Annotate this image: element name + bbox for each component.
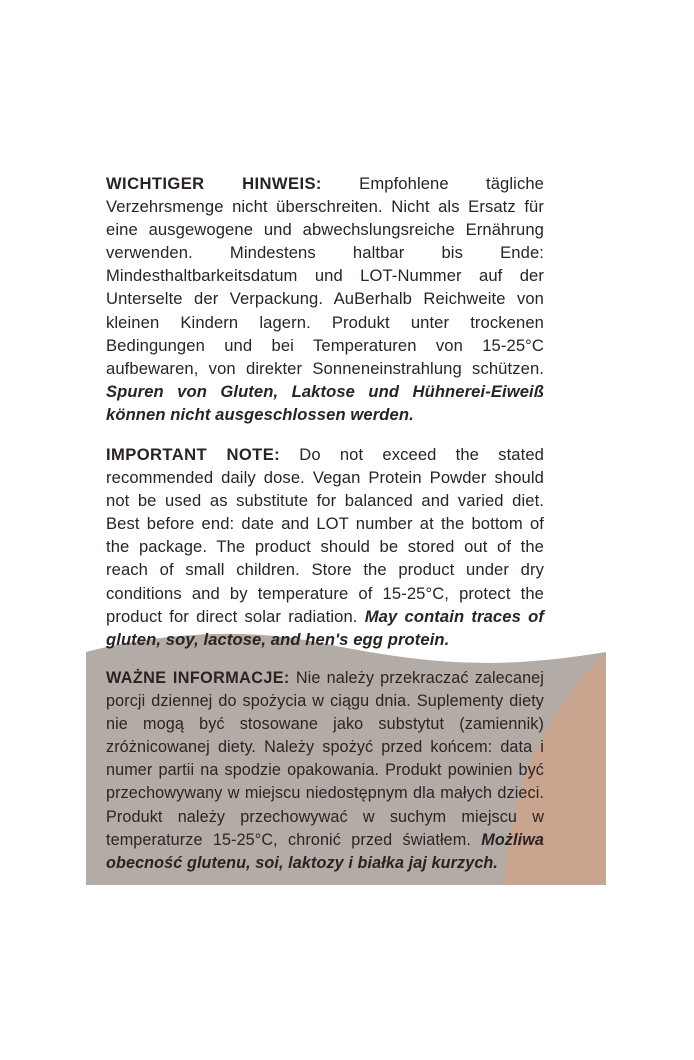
german-allergen-warning: Spuren von Gluten, Laktose und Hühnerei-Eiweiß können nicht ausgeschlossen werden. [106,381,544,424]
english-notice [106,443,544,651]
german-body: Empfohlene tägliche Verzehrsmenge nicht überschreiten. Nicht als Ersatz für eine ausgewogene und abwechslungsreiche Ernährung verwenden. Mindestens haltbar bis Ende: Mindesthaltbarkeitsdatum und LOT-Nummer auf der Unterselte der Verpackung. AuBerhalb Reichweite von kleinen Kindern lagern. Produkt unter trockenen Bedingungen und bei Temperaturen von 15-25°C aufbewaren, von direkter Sonneneinstrahlung schützen. [106,174,545,378]
english-heading: IMPORTANT NOTE: [106,445,281,464]
polish-body: Nie należy przekraczać zalecanej porcji dziennej do spożycia w ciągu dnia. Suplementy diety nie mogą być stosowane jako substytut (zamiennik) zróżnicowanej diety. Należy spożyć przed końcem: data i numer partii na spodzie opakowania. Produkt powinien być przechowywany w miejscu niedostępnym dla małych dzieci. Produkt należy przechowywać w suchym miejscu w temperaturze 15-25°C, chronić przed światłem. [106,669,544,849]
german-notice [106,172,544,426]
english-body: Do not exceed the stated recommended daily dose. Vegan Protein Powder should not be used as substitute for balanced and varied diet. Best before end: date and LOT number at the bottom of the package. The product should be stored out of the reach of small children. Store the product under dry conditions and by temperature of 15-25°C, protect the product for direct solar radiation. [106,445,544,626]
product-label [86,0,606,885]
polish-notice [106,667,544,875]
polish-heading: WAŻNE INFORMACJE: [106,669,290,687]
english-allergen-warning: May contain traces of gluten, soy, lactose, and hen's egg protein. [106,606,544,649]
polish-allergen-warning: Możliwa obecność glutenu, soi, laktozy i białka jaj kurzych. [106,830,544,872]
german-heading: WICHTIGER HINWEIS: [106,174,322,193]
